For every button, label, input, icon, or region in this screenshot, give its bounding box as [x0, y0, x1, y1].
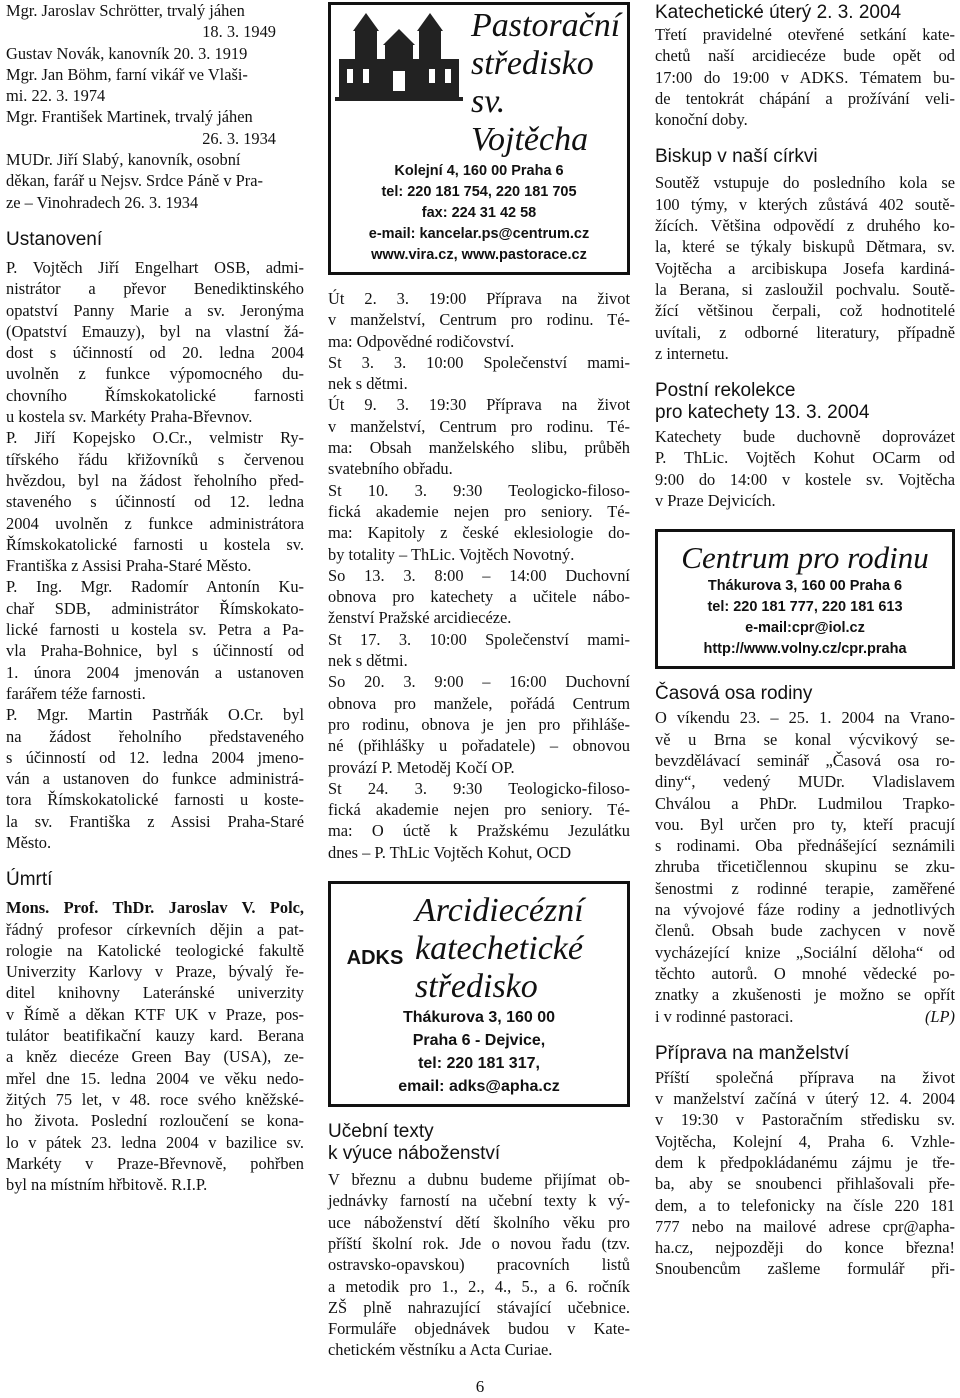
text-line: P. Vojtěch Jiří Engelhart OSB, admi-	[6, 257, 304, 277]
text-line: ma: O úctě k Pražskému Jezulátku	[328, 821, 630, 841]
column-right	[655, 0, 955, 1280]
text-line: ha.cz, nejpozději do konce března!	[655, 1238, 955, 1258]
family-center-title: Centrum pro rodinu	[681, 540, 929, 576]
text-line: z internetu.	[655, 343, 729, 363]
adks-logo-text: ADKS	[346, 947, 404, 970]
adks-title-1: Arcidiecézní	[415, 892, 584, 930]
text-line: dem k předpokládanému zájmu je tře-	[655, 1152, 955, 1172]
adks-address-2: Praha 6 - Dejvice,	[412, 1032, 546, 1050]
text-line: St 3. 3. 10:00 Společenství mami-	[328, 352, 630, 372]
text-line: mřel dne 15. ledna 2004 ve věku nedo-	[6, 1068, 304, 1088]
text-line: 17:00 do 19:00 v ADKS. Tématem bu-	[655, 67, 955, 87]
author-signature: (LP)	[924, 1006, 955, 1026]
text-line: rologie na Katolické teologické fakultě	[6, 940, 304, 960]
text-line-with-signature	[655, 1006, 955, 1027]
text-line: diny“, vedený MUDr. Vladislavem	[655, 772, 955, 792]
text-line: ma: Kapitoly z české eklesiologie do-	[328, 523, 630, 543]
column-left	[6, 0, 304, 1195]
text-line: ženství Pražské arcidiecéze.	[328, 608, 512, 628]
pastoral-center-title-2: středisko	[471, 45, 594, 82]
heading-rekolekce-2: pro katechety 13. 3. 2004	[655, 402, 870, 424]
page-number: 6	[475, 1377, 485, 1396]
text-line: v manželství, Centrum pro rodinu. Té-	[328, 310, 630, 330]
text-line: nek s dětmi.	[328, 651, 408, 671]
text-line: chovního Římskokatolické farnosti	[6, 385, 304, 405]
heading-casova-osa: Časová osa rodiny	[655, 683, 813, 705]
umrti-body	[6, 897, 304, 1195]
heading-ustanoveni: Ustanovení	[6, 228, 103, 250]
text-line: Mgr. František Martinek, trvalý jáhen	[6, 107, 253, 127]
text-line: ma: Obsah manželského slibu, průběh	[328, 438, 630, 458]
text-line: So 13. 3. 8:00 – 14:00 Duchovní	[328, 565, 630, 585]
text-line: ditel knihovny Lateránské univerzity	[6, 983, 304, 1003]
text-line: nistrátor a převor Benediktinského	[6, 279, 304, 299]
text-line: bevzdělávací seminář „Časová osa ro-	[655, 750, 955, 770]
text-line: de tentokrát chápání a prožívání veli-	[655, 88, 955, 108]
text-line: uvítali, z odborné literatury, případně	[655, 322, 955, 342]
text-line: Mgr. Jaroslav Schrötter, trvalý jáhen	[6, 1, 245, 20]
text-line: Formuláře objednávek budou v Kate-	[328, 1319, 630, 1339]
adks-tel: tel: 220 181 317,	[418, 1055, 540, 1073]
text-line: zhruba třicetičlennou skupinu se zku-	[655, 857, 955, 877]
text-line: lické farnosti u kostela sv. Petra a Pa-	[6, 620, 304, 640]
text-line: na žádost řeholního představeného	[6, 726, 304, 746]
text-line: St 10. 3. 9:30 Teologicko-filoso-	[328, 480, 630, 500]
text-line: fická akademie nejen pro seniory. Té-	[328, 800, 630, 820]
ustanoveni-body	[6, 257, 304, 853]
text-line: v 19:30 v Pastoračním středisku sv.	[655, 1110, 955, 1130]
text-line: nek s dětmi.	[328, 374, 408, 394]
heading-rekolekce-1: Postní rekolekce	[655, 380, 796, 402]
text-line: ma: Odpovědné rodičovství.	[328, 331, 515, 351]
text-line: uvolněn z funkce výpomocného du-	[6, 364, 304, 384]
text-line: v manželství, Centrum pro rodinu. Té-	[328, 416, 630, 436]
text-line: s rodinami. Oba přednášející seznámili	[655, 836, 955, 856]
katechet-body	[655, 24, 955, 130]
text-line: tora Římskokatolické farnosti u koste-	[6, 790, 304, 810]
adks-title-2: katechetické	[415, 930, 583, 968]
text-line: Katechety bude duchovně doprovázet	[655, 427, 955, 447]
text-line: Mons. Prof. ThDr. Jaroslav V. Polc,	[6, 898, 304, 918]
text-line: vě u Brna se konal výcvikový se-	[655, 729, 955, 749]
text-line: šenostmi z rodinné terapie, zaměřené	[655, 878, 955, 898]
text-line: u kostela sv. Markéty Praha-Břevnov.	[6, 407, 253, 427]
text-line: Vojtěcha, Kolejní 4, Praha 6. Vzhle-	[655, 1131, 955, 1151]
text-line: Snoubencům zašleme formulář při-	[655, 1259, 955, 1279]
text-line: Město.	[6, 832, 52, 852]
text-line: O víkendu 23. – 25. 1. 2004 na Vrano-	[655, 708, 955, 728]
text-line: žitých 75 let, v 48. roce svého kněžské-	[6, 1089, 304, 1109]
text-line: Třetí pravidelné otevřené setkání kate-	[655, 25, 955, 44]
rekolekce-body	[655, 426, 955, 511]
text-fragment: i v rodinné pastoraci.	[655, 1006, 794, 1026]
text-line: Chválou a PhDr. Ludmilou Trapko-	[655, 793, 955, 813]
adks-logo-icon	[340, 942, 410, 970]
text-line: žících. Většina odpovědí z druhého ko-	[655, 216, 955, 236]
text-line: příští školní rok. Jde o novou řadu (tzv.	[328, 1233, 630, 1253]
text-line: pro rodinu, obnova je jen pro přihláše-	[328, 714, 630, 734]
family-center-address: Thákurova 3, 160 00 Praha 6	[707, 578, 903, 595]
text-line: 9:00 do 14:00 v kostele sv. Vojtěcha	[655, 469, 955, 489]
church-illustration-icon	[335, 7, 463, 107]
adks-email[interactable]: email: adks@apha.cz	[398, 1078, 560, 1096]
biskup-body	[655, 172, 955, 364]
text-line: ZŠ plně nahrazující stávající učebnice.	[328, 1297, 630, 1317]
pastoral-center-title-1: Pastorační	[471, 7, 621, 44]
text-line: mi. 22. 3. 1974	[6, 86, 106, 106]
text-line: uce náboženství dětí školního věku pro	[328, 1212, 630, 1232]
ucebni-body	[328, 1169, 630, 1361]
heading-priprava: Příprava na manželství	[655, 1042, 850, 1064]
text-line: byl na místním hřbitově. R.I.P.	[6, 1175, 208, 1195]
text-line: (Opatství Emauzy), byl na vlastní žá-	[6, 321, 304, 341]
priprava-body	[655, 1067, 955, 1280]
text-line: těchto autorů. O mnohé vědecké po-	[655, 963, 955, 983]
text-line: vla Praha-Bohnice, byl s účinností od	[6, 641, 304, 661]
text-line: Markéty v Praze-Břevnově, pohřben	[6, 1153, 304, 1173]
pastoral-center-box	[328, 2, 630, 275]
text-line: staveného s účinností od 12. ledna	[6, 492, 304, 512]
column-middle	[328, 0, 630, 1361]
family-center-tel: tel: 220 181 777, 220 181 613	[707, 599, 903, 616]
obituary-anniversaries	[6, 0, 304, 213]
text-line: ze – Vinohradech 26. 3. 1934	[6, 192, 199, 212]
text-line: P. Jiří Kopejsko O.Cr., velmistr Ry-	[6, 428, 304, 448]
text-line: So 20. 3. 9:00 – 16:00 Duchovní	[328, 672, 630, 692]
text-line: St 24. 3. 9:30 Teologicko-filoso-	[328, 778, 630, 798]
text-line: Vojtěcha a arcibiskupa Josefa kardiná-	[655, 258, 955, 278]
text-line: obnova pro manžele, pořádá Centrum	[328, 693, 630, 713]
text-line: Út 2. 3. 19:00 Příprava na život	[328, 289, 630, 308]
text-line: provází P. Metoděj Kočí OP.	[328, 757, 515, 777]
adks-box	[328, 881, 630, 1107]
text-line: 2004 uvolněn z funkce administrátora	[6, 513, 304, 533]
text-line: Mgr. Jan Böhm, farní vikář ve Vlaši-	[6, 64, 248, 84]
text-line: dem, a to telefonicky na čísle 220 181	[655, 1195, 955, 1215]
text-line: Út 9. 3. 19:30 Příprava na život	[328, 395, 630, 415]
adks-logo	[335, 892, 415, 977]
text-line: lo v pátek 23. ledna 2004 v bazilice sv.	[6, 1132, 304, 1152]
text-line: 1. února 2004 jmenován a ustanoven	[6, 662, 304, 682]
heading-umrti: Úmrtí	[6, 869, 53, 891]
text-line: řádný profesor církevních dějin a pat-	[6, 919, 304, 939]
text-line: opatství Panny Marie a sv. Jeronýma	[6, 300, 304, 320]
text-line: v Římě a děkan KTF UK v Praze, pos-	[6, 1004, 304, 1024]
text-line: chetů naší arcidiecéze bude opět od	[655, 46, 955, 66]
text-line: chetickém věstníku a Acta Curiae.	[328, 1340, 553, 1360]
text-line: la Berana, si zasloužil pochvalu. Soutě-	[655, 279, 955, 299]
text-line: tulátor beatifikační kauzy kard. Berana	[6, 1026, 304, 1046]
text-line: by totality – ThLic. Vojtěch Novotný.	[328, 544, 575, 564]
text-line: V březnu a dubnu budeme přijímat ob-	[328, 1170, 630, 1190]
text-line: dnes – P. ThLic Vojtěch Kohut, OCD	[328, 842, 572, 862]
heading-katechet-utery: Katechetické úterý 2. 3. 2004	[655, 2, 902, 23]
text-line: a kněz diecéze Green Bay (USA), ze-	[6, 1047, 304, 1067]
text-line: 18. 3. 1949	[202, 22, 276, 42]
text-line: Římskokatolické farnosti u kostela sv.	[6, 534, 304, 554]
text-line: farářem téže farnosti.	[6, 683, 146, 703]
text-line: Gustav Novák, kanovník 20. 3. 1919	[6, 43, 248, 63]
text-line: chař SDB, administrátor Římskokato-	[6, 598, 304, 618]
text-line: žící většinou čerpali, což hodnotitelé	[655, 301, 955, 321]
text-line: P. Ing. Mgr. Radomír Antonín Ku-	[6, 577, 304, 597]
text-line: ba, aby se snoubenci přihlašovali pře-	[655, 1174, 955, 1194]
text-line: v Praze Dejvicích.	[655, 491, 776, 511]
text-line: né (přihlášky u pořadatele) – obnovou	[328, 736, 630, 756]
program-list	[328, 288, 630, 863]
text-line: ostravsko-opavskou) pracovních listů	[328, 1255, 630, 1275]
text-line: St 17. 3. 10:00 Společenství mami-	[328, 629, 630, 649]
text-line: Univerzity Karlovy v Praze, bývalý ře-	[6, 962, 304, 982]
text-line: la, které se týkaly biskupů Dětmara, sv.	[655, 237, 955, 257]
pastoral-center-tel: tel: 220 181 754, 220 181 705	[381, 184, 577, 200]
pastoral-center-title-3: sv. Vojtěcha	[471, 83, 589, 158]
text-line: obnova pro katechety a učitele nábo-	[328, 587, 630, 607]
text-line: la sv. Františka z Assisi Praha-Staré	[6, 811, 304, 831]
text-line: a metodik pro 1., 2., 4., 5., a 6. ročník	[328, 1276, 630, 1296]
text-line: dost s účinností od 20. ledna 2004	[6, 343, 304, 363]
text-line: na vývojové fáze rodiny a jednotlivých	[655, 900, 955, 920]
text-line: děkan, farář u Nejsv. Srdce Páně v Pra-	[6, 171, 263, 191]
heading-ucebni-texty-1: Učební texty	[328, 1121, 434, 1143]
text-line: s účinností od 12. ledna 2004 jmeno-	[6, 747, 304, 767]
adks-address-1: Thákurova 3, 160 00	[402, 1009, 556, 1027]
text-line: 777 nebo na mailové adrese cpr@apha-	[655, 1216, 955, 1236]
text-line: MUDr. Jiří Slabý, kanovník, osobní	[6, 150, 241, 170]
text-line: znatky a zkušenosti je možno se opřít	[655, 985, 955, 1005]
heading-ucebni-texty-2: k výuce náboženství	[328, 1143, 501, 1165]
text-line: P. ThLic. Vojtěch Kohut OCarm od	[655, 448, 955, 468]
family-center-web[interactable]: http://www.volny.cz/cpr.praha	[703, 641, 907, 658]
text-line: 26. 3. 1934	[202, 128, 276, 148]
text-line: konoční doby.	[655, 110, 748, 130]
text-line: vycházející knize „Sociální děloha“ od	[655, 942, 955, 962]
family-center-email[interactable]: e-mail:cpr@iol.cz	[745, 620, 865, 637]
adks-title-3: středisko	[415, 968, 538, 1006]
text-line: P. Mgr. Martin Pastrňák O.Cr. byl	[6, 705, 304, 725]
text-line: Soutěž vstupuje do posledního kola se	[655, 173, 955, 193]
pastoral-center-web[interactable]: www.vira.cz, www.pastorace.cz	[371, 247, 587, 263]
text-line: Františka z Assisi Praha-Staré Město.	[6, 556, 252, 576]
text-line: členů. Obsah bude zachycen v nově	[655, 921, 955, 941]
casova-body	[655, 707, 955, 1026]
text-line: jednávky farností na učební texty k vý-	[328, 1191, 630, 1211]
text-line: v manželství začíná v úterý 12. 4. 2004	[655, 1089, 955, 1109]
text-line: vou. Byl určen pro ty, kteří pracují	[655, 814, 955, 834]
pastoral-center-fax: fax: 224 31 42 58	[421, 205, 537, 221]
text-line: ván a ustanoven do funkce administrá-	[6, 769, 304, 789]
pastoral-center-address: Kolejní 4, 160 00 Praha 6	[394, 163, 564, 179]
family-center-box	[655, 529, 955, 669]
pastoral-center-email[interactable]: e-mail: kancelar.ps@centrum.cz	[368, 226, 590, 242]
text-line: ho života. Poslední rozloučení se kona-	[6, 1111, 304, 1131]
text-line: fická akademie nejen pro seniory. Té-	[328, 501, 630, 521]
text-line: svatebního obřadu.	[328, 459, 453, 479]
heading-biskup: Biskup v naší církvi	[655, 146, 818, 168]
text-line: Příští společná příprava na život	[655, 1067, 955, 1087]
text-line: 100 týmy, v kterých zůstává 402 soutě-	[655, 194, 955, 214]
text-line: tířského řádu křižovníků s červenou	[6, 449, 304, 469]
text-line: hvězdou, byl na žádost řeholního před-	[6, 470, 304, 490]
